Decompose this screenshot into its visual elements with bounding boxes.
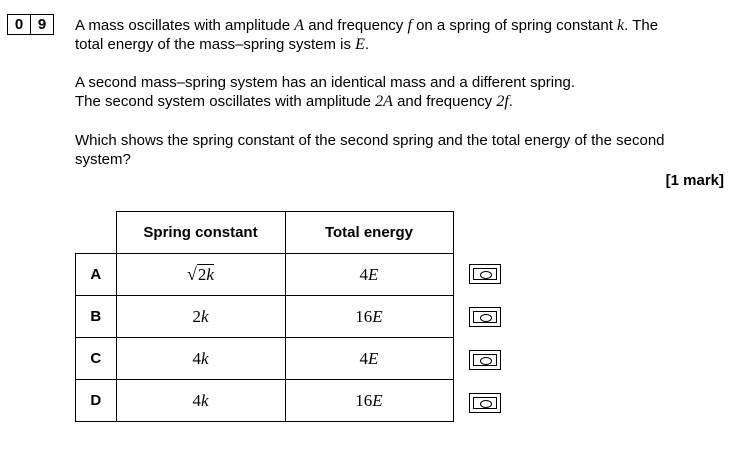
radical-sign: √ bbox=[187, 264, 197, 284]
options-table bbox=[75, 211, 454, 422]
paragraph-3-line-1: Which shows the spring constant of the second spring and the total energy of the second bbox=[75, 132, 665, 149]
sqrt-expression: √2k bbox=[187, 264, 214, 284]
spring-constant-d: 4k bbox=[116, 380, 285, 422]
paragraph-1-line-1: A mass oscillates with amplitude A and frequency f on a spring of spring constant k. The bbox=[75, 17, 659, 34]
paragraph-2-line-1: A second mass–spring system has an identical mass and a different spring. bbox=[75, 74, 575, 91]
paragraph-3-line-2: system? bbox=[75, 151, 131, 168]
answer-box-a[interactable] bbox=[469, 264, 501, 284]
question-paragraph-2 bbox=[75, 73, 725, 111]
question-number-digit-2: 9 bbox=[30, 15, 53, 34]
paragraph-2-line-2: The second system oscillates with amplitude 2A and frequency 2f. bbox=[75, 93, 513, 110]
option-letter-a: A bbox=[76, 254, 117, 296]
answer-oval-d[interactable] bbox=[480, 400, 492, 408]
total-energy-b: 16E bbox=[285, 296, 453, 338]
table-header-row bbox=[76, 212, 454, 254]
question-number-digit-1: 0 bbox=[14, 16, 24, 33]
header-total-energy: Total energy bbox=[285, 212, 453, 254]
spring-constant-c: 4k bbox=[116, 338, 285, 380]
total-energy-d: 16E bbox=[285, 380, 453, 422]
option-letter-d: D bbox=[76, 380, 117, 422]
total-energy-a: 4E bbox=[285, 254, 453, 296]
table-row-d bbox=[76, 380, 454, 422]
marks-label: [1 mark] bbox=[665, 172, 724, 189]
question-paragraph-1 bbox=[75, 16, 725, 54]
table-row-a bbox=[76, 254, 454, 296]
question-paragraph-3 bbox=[75, 131, 725, 169]
header-blank-cell bbox=[76, 212, 117, 254]
answer-box-d[interactable] bbox=[469, 393, 501, 413]
answer-box-c[interactable] bbox=[469, 350, 501, 370]
option-letter-c: C bbox=[76, 338, 117, 380]
table-row-b bbox=[76, 296, 454, 338]
table-row-c bbox=[76, 338, 454, 380]
spring-constant-b: 2k bbox=[116, 296, 285, 338]
question-number-box bbox=[7, 14, 54, 35]
answer-oval-b[interactable] bbox=[480, 314, 492, 322]
answer-oval-a[interactable] bbox=[480, 271, 492, 279]
paragraph-1-line-2: total energy of the mass–spring system is E. bbox=[75, 36, 370, 53]
spring-constant-a bbox=[116, 254, 285, 296]
answer-box-b[interactable] bbox=[469, 307, 501, 327]
answer-oval-c[interactable] bbox=[480, 357, 492, 365]
header-spring-constant: Spring constant bbox=[116, 212, 285, 254]
option-letter-b: B bbox=[76, 296, 117, 338]
total-energy-c: 4E bbox=[285, 338, 453, 380]
